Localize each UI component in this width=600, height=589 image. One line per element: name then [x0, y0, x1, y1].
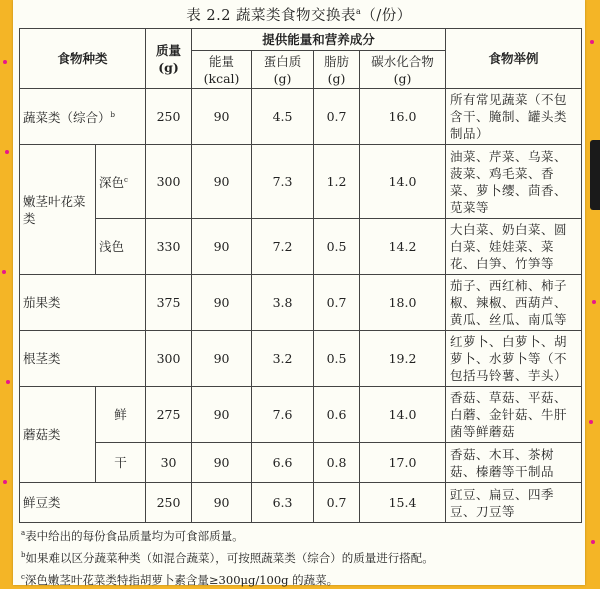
subcategory-cell: 干 — [96, 443, 146, 483]
example-cell: 红萝卜、白萝卜、胡萝卜、水萝卜等（不包括马铃薯、芋头） — [446, 331, 582, 387]
table-row — [20, 387, 582, 443]
category-cell: 茄果类 — [20, 275, 146, 331]
example-cell: 所有常见蔬菜（不包含干、腌制、罐头类制品） — [446, 89, 582, 145]
example-cell: 茄子、西红柿、柿子椒、辣椒、西葫芦、黄瓜、丝瓜、南瓜等 — [446, 275, 582, 331]
subcategory-cell: 深色$^c$ — [96, 145, 146, 219]
vegetable-exchange-table — [19, 28, 582, 523]
example-cell: 油菜、芹菜、乌菜、菠菜、鸡毛菜、香菜、萝卜缨、茴香、苋菜等 — [446, 145, 582, 219]
header-mass: 质量 (g) — [146, 29, 192, 89]
mass-cell: 250 — [146, 483, 192, 523]
category-cell: 蘑菇类 — [20, 387, 96, 483]
footnote-b: $^b$如果难以区分蔬菜种类（如混合蔬菜），可按照蔬菜类（综合）的质量进行搭配。 — [21, 550, 434, 565]
mass-cell: 300 — [146, 145, 192, 219]
footnote-a: $^a$表中给出的每份食品质量均为可食部质量。 — [21, 528, 244, 543]
table-row — [20, 275, 582, 331]
table-row — [20, 443, 582, 483]
subcategory-cell: 鲜 — [96, 387, 146, 443]
table-row — [20, 331, 582, 387]
category-cell: 根茎类 — [20, 331, 146, 387]
background-dot — [6, 380, 10, 384]
energy-cell: 90 — [192, 219, 252, 275]
carb-cell: 15.4 — [360, 483, 446, 523]
header-examples: 食物举例 — [446, 29, 582, 89]
mass-cell: 30 — [146, 443, 192, 483]
example-cell: 大白菜、奶白菜、圆白菜、娃娃菜、菜花、白笋、竹笋等 — [446, 219, 582, 275]
energy-cell: 90 — [192, 89, 252, 145]
carb-cell: 14.2 — [360, 219, 446, 275]
footnote-c: $^c$深色嫩茎叶花菜类特指胡萝卜素含量≥300μg/100g 的蔬菜。 — [21, 572, 339, 587]
background-dot — [3, 480, 7, 484]
energy-cell: 90 — [192, 483, 252, 523]
header-energy: 能量 (kcal) — [192, 51, 252, 89]
fat-cell: 0.5 — [314, 331, 360, 387]
subcategory-cell: 浅色 — [96, 219, 146, 275]
energy-cell: 90 — [192, 387, 252, 443]
fat-cell: 0.6 — [314, 387, 360, 443]
background-dot — [589, 420, 593, 424]
table-footnotes — [21, 524, 581, 589]
carb-cell: 14.0 — [360, 387, 446, 443]
protein-cell: 7.2 — [252, 219, 314, 275]
example-cell: 香菇、木耳、茶树菇、榛蘑等干制品 — [446, 443, 582, 483]
fat-cell: 0.5 — [314, 219, 360, 275]
background-dot — [590, 40, 594, 44]
mass-cell: 300 — [146, 331, 192, 387]
category-cell: 蔬菜类（综合）$^b$ — [20, 89, 146, 145]
mass-cell: 275 — [146, 387, 192, 443]
energy-cell: 90 — [192, 443, 252, 483]
document-page — [13, 0, 585, 585]
header-protein: 蛋白质 (g) — [252, 51, 314, 89]
protein-cell: 7.3 — [252, 145, 314, 219]
category-cell: 鲜豆类 — [20, 483, 146, 523]
mass-cell: 250 — [146, 89, 192, 145]
fat-cell: 0.7 — [314, 483, 360, 523]
background-dot — [592, 300, 596, 304]
protein-cell: 3.8 — [252, 275, 314, 331]
header-supply: 提供能量和营养成分 — [192, 29, 446, 51]
category-cell: 嫩茎叶花菜类 — [20, 145, 96, 275]
table-row — [20, 483, 582, 523]
carb-cell: 14.0 — [360, 145, 446, 219]
protein-cell: 3.2 — [252, 331, 314, 387]
energy-cell: 90 — [192, 275, 252, 331]
carb-cell: 19.2 — [360, 331, 446, 387]
fat-cell: 0.7 — [314, 275, 360, 331]
carb-cell: 16.0 — [360, 89, 446, 145]
example-cell: 香菇、草菇、平菇、白蘑、金针菇、牛肝菌等鲜蘑菇 — [446, 387, 582, 443]
carb-cell: 17.0 — [360, 443, 446, 483]
background-dot — [2, 270, 6, 274]
mass-cell: 330 — [146, 219, 192, 275]
table-row — [20, 89, 582, 145]
protein-cell: 6.3 — [252, 483, 314, 523]
table-row — [20, 219, 582, 275]
carb-cell: 18.0 — [360, 275, 446, 331]
table-title: 表 2.2 蔬菜类食物交换表$^a$（/份） — [186, 7, 412, 24]
background-dot — [5, 150, 9, 154]
table-row — [20, 145, 582, 219]
protein-cell: 4.5 — [252, 89, 314, 145]
protein-cell: 7.6 — [252, 387, 314, 443]
example-cell: 豇豆、扁豆、四季豆、刀豆等 — [446, 483, 582, 523]
header-category: 食物种类 — [20, 29, 146, 89]
protein-cell: 6.6 — [252, 443, 314, 483]
energy-cell: 90 — [192, 331, 252, 387]
energy-cell: 90 — [192, 145, 252, 219]
fat-cell: 0.7 — [314, 89, 360, 145]
fat-cell: 0.8 — [314, 443, 360, 483]
header-fat: 脂肪 (g) — [314, 51, 360, 89]
background-edge — [590, 140, 600, 210]
header-carb: 碳水化合物 (g) — [360, 51, 446, 89]
background-dot — [3, 60, 7, 64]
background-dot — [591, 540, 595, 544]
fat-cell: 1.2 — [314, 145, 360, 219]
mass-cell: 375 — [146, 275, 192, 331]
